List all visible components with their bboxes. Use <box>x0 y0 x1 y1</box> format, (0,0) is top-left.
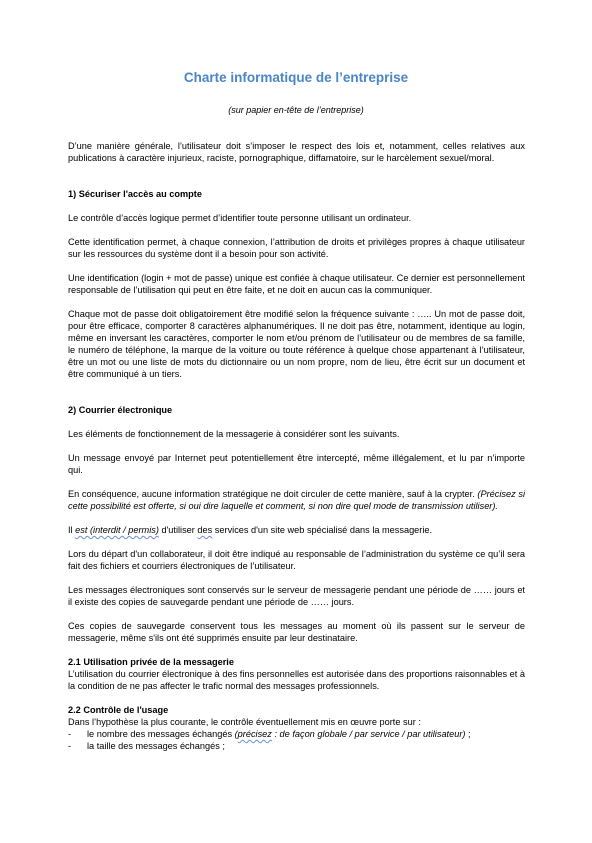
document-body <box>68 140 525 752</box>
section-1-paragraph-3: Une identification (login + mot de passe) unique est confiée à chaque utilisateur. Ce dernier est personnellement responsable de l’utilisation qui peut en être faite, et ne doit en aucun cas la communiquer. <box>68 273 525 295</box>
section-2-paragraph-7: Ces copies de sauvegarde conservent tous les messages au moment où ils passent sur le serveur de messagerie, même s'ils ont été supprimés ensuite par leur destinataire. <box>68 621 525 643</box>
section-2-2-paragraph-1: Dans l’hypothèse la plus courante, le contrôle éventuellement mis en œuvre porte sur : <box>68 717 421 727</box>
list-item-note-open: ( <box>234 729 238 739</box>
p4-part-c: d'utiliser <box>158 525 198 535</box>
list-item-end: ; <box>465 729 471 739</box>
section-2-paragraph-2: Un message envoyé par Internet peut potentiellement être intercepté, même illégalement, et lu par n’importe qui. <box>68 453 525 475</box>
list-item-text: la taille des messages échangés ; <box>87 741 225 751</box>
list-item <box>68 740 525 752</box>
p4-part-d: des <box>197 525 213 535</box>
list-dash: - <box>68 741 72 751</box>
section-2-paragraph-1: Les éléments de fonctionnement de la messagerie à considérer sont les suivants. <box>68 429 400 439</box>
p4-part-e: services d'un site web spécialisé dans la messagerie. <box>212 525 433 535</box>
section-2-paragraph-4 <box>68 524 525 536</box>
list-item-note-keyword: précisez <box>237 729 272 739</box>
list-dash: - <box>68 729 72 739</box>
section-2-paragraph-3 <box>68 488 525 512</box>
section-2-1-paragraph-1: L’utilisation du courrier électronique à des fins personnelles est autorisée dans des proportions raisonnables et à la condition de ne pas affecter le trafic normal des messages professionnels. <box>68 669 525 691</box>
p4-choice: est (interdit / permis) <box>75 525 159 535</box>
section-2-paragraph-3-note: (Précisez si cette possibilité est offerte, si oui dire laquelle et comment, si non dire quel mode de transmission utiliser). <box>68 489 525 511</box>
list-item <box>68 728 525 740</box>
section-2-paragraph-6: Les messages électroniques sont conservés sur le serveur de messagerie pendant une période de …… jours et il existe des copies de sauvegarde pendant une période de …… jours. <box>68 585 525 607</box>
intro-paragraph: D’une manière générale, l’utilisateur doit s’imposer le respect des lois et, notamment, celles relatives aux publications à caractère injurieux, raciste, pornographique, diffamatoire, sur le harcèlement sexuel/moral. <box>68 141 525 163</box>
section-2-2-heading: 2.2 Contrôle de l'usage <box>68 705 169 715</box>
page-title: Charte informatique de l’entreprise <box>183 70 409 85</box>
section-1-heading: 1) Sécuriser l'accès au compte <box>68 189 202 199</box>
list-item-note-rest: : de façon globale / par service / par utilisateur) <box>271 729 466 739</box>
section-2-1-heading: 2.1 Utilisation privée de la messagerie <box>68 657 234 667</box>
section-1-paragraph-1: Le contrôle d’accès logique permet d’identifier toute personne utilisant un ordinateur. <box>68 213 412 223</box>
section-2-paragraph-5: Lors du départ d'un collaborateur, il doit être indiqué au responsable de l’administration du système ce qu’il sera fait des fichiers et courriers électroniques de l’utilisateur. <box>68 549 525 571</box>
list-item-main: le nombre des messages échangés <box>87 729 235 739</box>
section-2-heading: 2) Courrier électronique <box>68 405 173 415</box>
page-subtitle: (sur papier en-tête de l’entreprise) <box>228 105 364 115</box>
p4-part-a: Il <box>68 525 76 535</box>
list-item-text <box>87 728 471 740</box>
section-2-paragraph-3-main: En conséquence, aucune information stratégique ne doit circuler de cette manière, sauf à la crypter. <box>68 489 475 499</box>
section-1-paragraph-2: Cette identification permet, à chaque connexion, l’attribution de droits et privilèges propres à chaque utilisateur sur les ressources du système dont il a besoin pour son activité. <box>68 237 525 259</box>
section-1-paragraph-4: Chaque mot de passe doit obligatoirement être modifié selon la fréquence suivante : ….. Un mot de passe doit, pour être efficace, comporter 8 caractères alphanumériques. Il ne doit pas être, notamment, identique au login, même en inversant les caractères, comporter le nom et/ou prénom de l’utilisateur ou de membres de sa famille, le numéro de téléphone, la marque de la voiture ou toute référence à quelque chose appartenant à l’utilisateur, être un mot ou une liste de mots du dictionnaire ou un nom propre, nom de lieu, être écrit sur un document et être communiqué à un tiers. <box>68 309 525 379</box>
